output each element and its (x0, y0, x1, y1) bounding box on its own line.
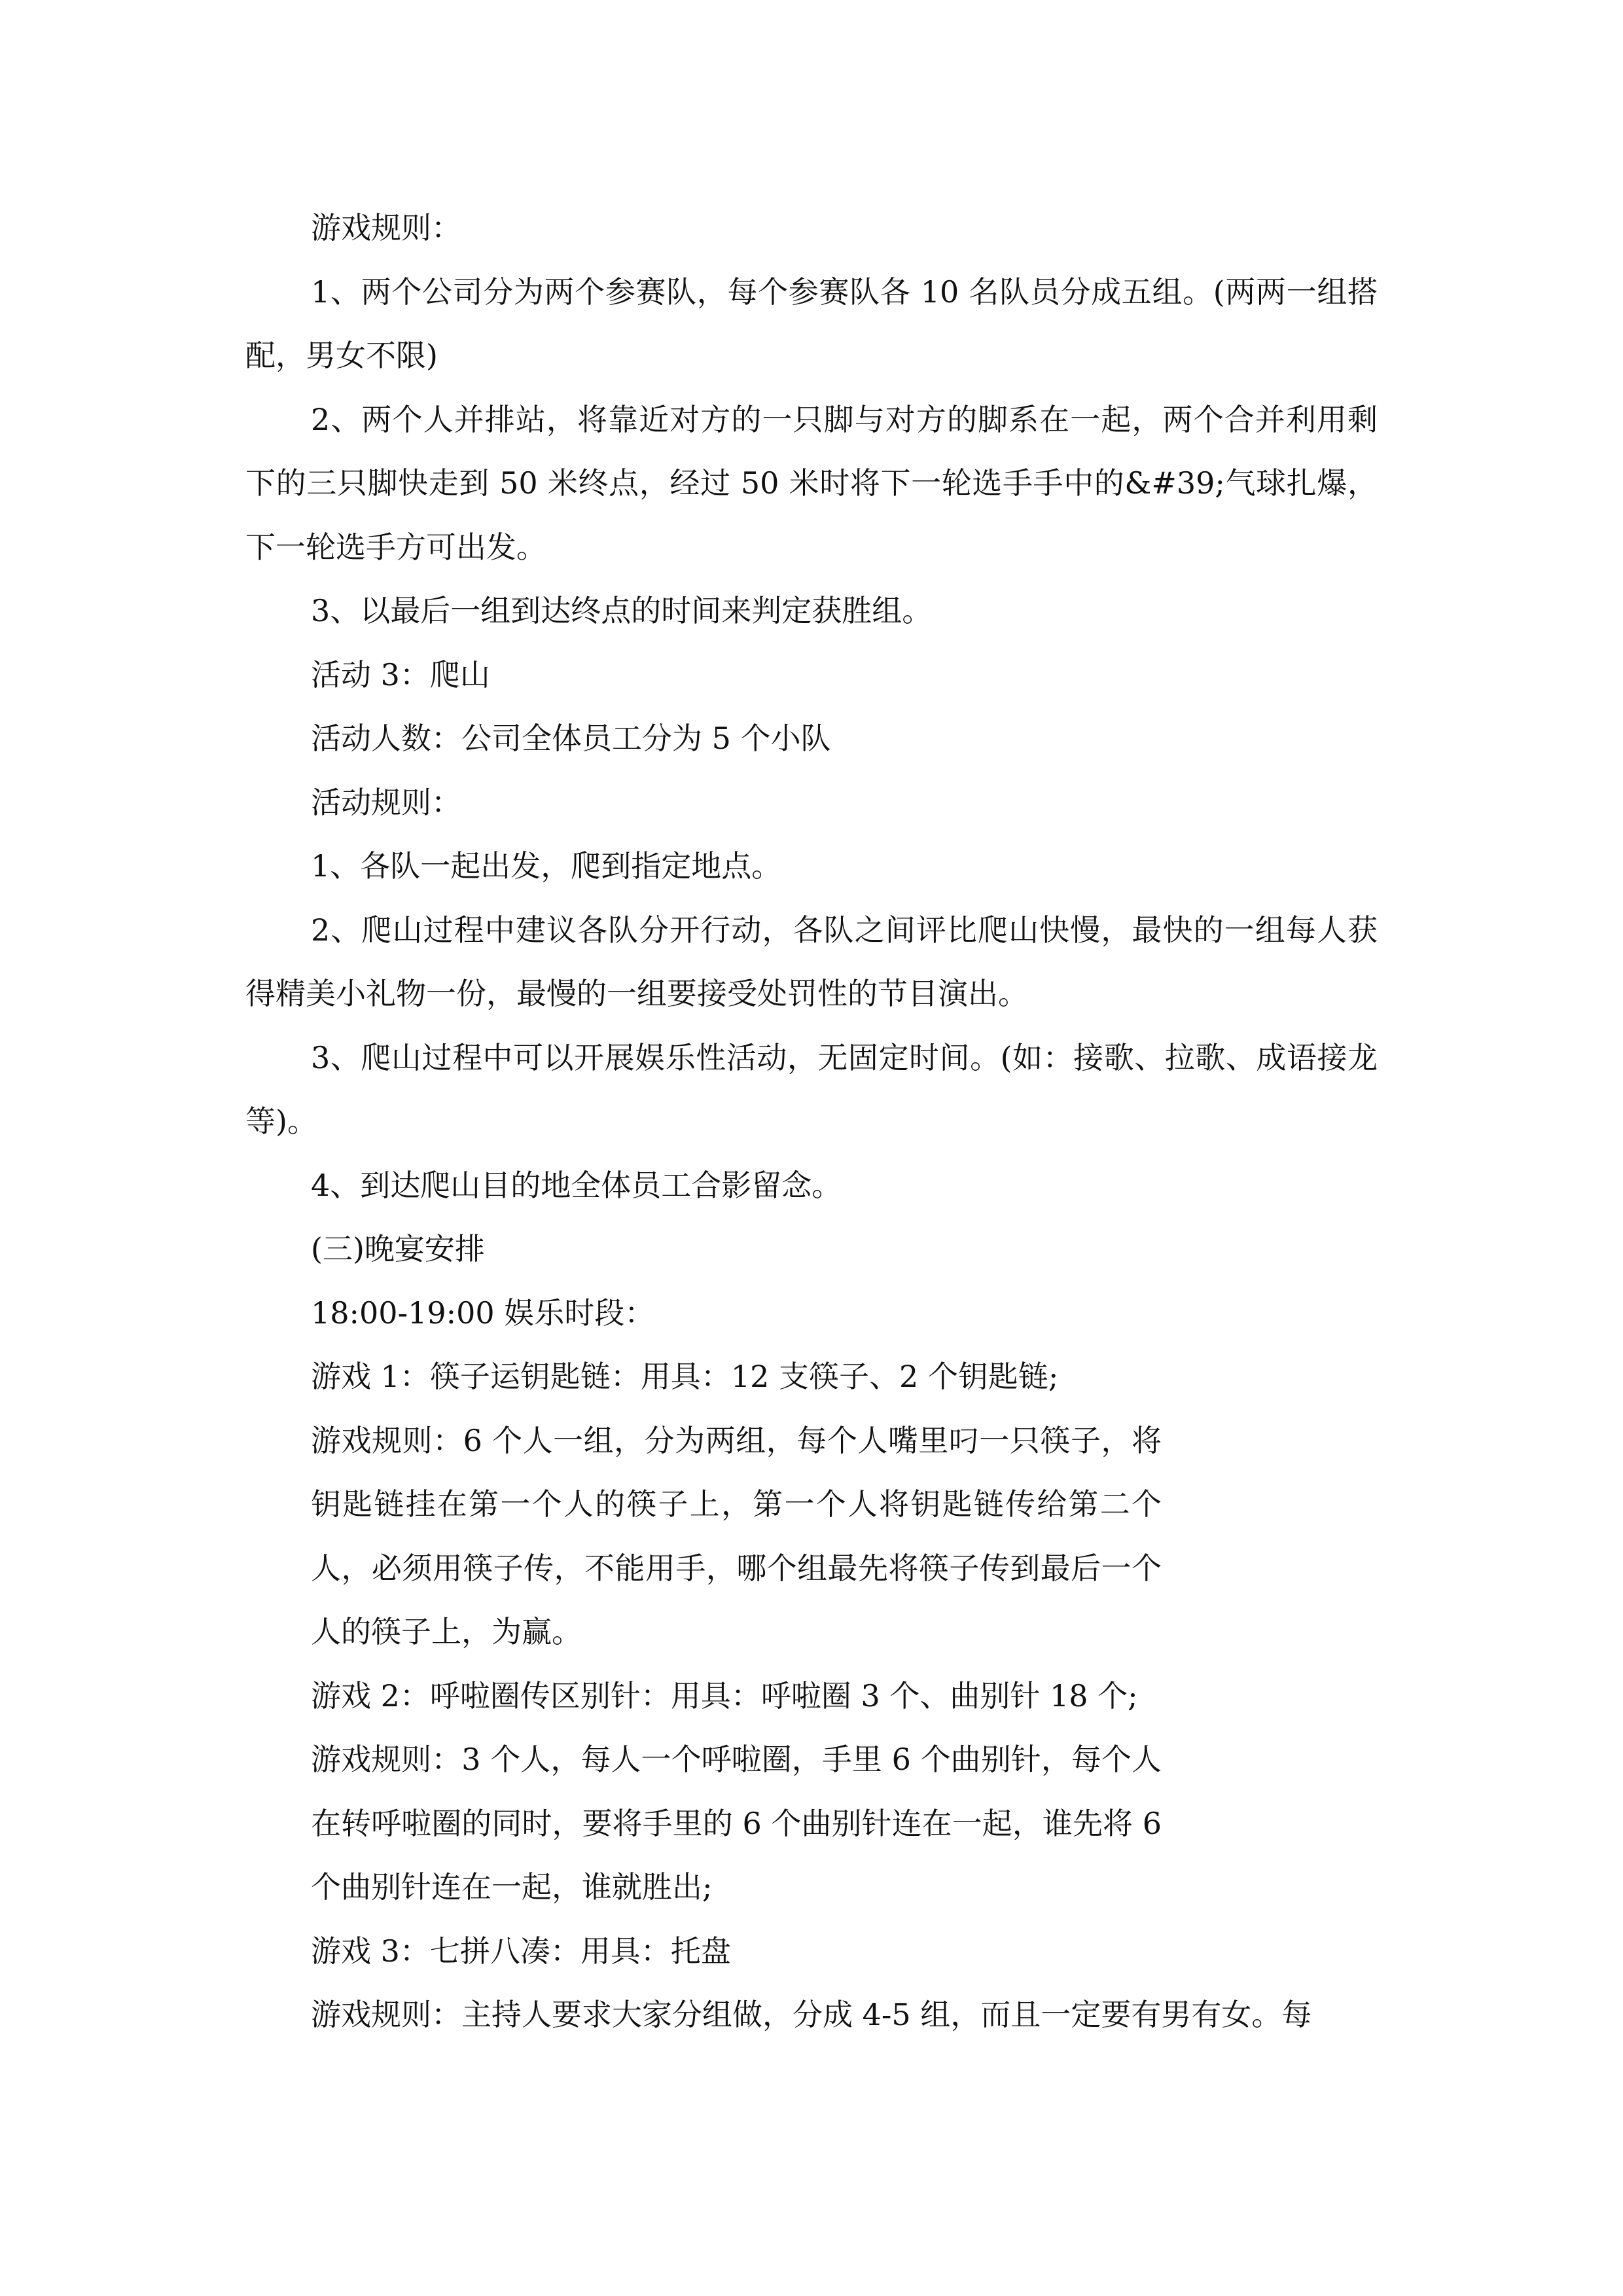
paragraph: 游戏 1：筷子运钥匙链：用具：12 支筷子、2 个钥匙链; (311, 1359, 1059, 1394)
paragraph: 游戏规则：3 个人，每人一个呼啦圈，手里 6 个曲别针，每个人在转呼啦圈的同时，要将手里的 6 个曲别针连在一起，谁先将 6 个曲别针连在一起，谁就胜出; (311, 1742, 1162, 1905)
paragraph: 活动人数：公司全体员工分为 5 个小队 (311, 721, 831, 756)
paragraph: 1、两个公司分为两个参赛队，每个参赛队各 10 名队员分成五组。(两两一组搭配，男女不限) (245, 274, 1378, 373)
document-body (245, 196, 1378, 2047)
paragraph: 游戏规则： (311, 210, 461, 245)
paragraph: 游戏规则：主持人要求大家分组做，分成 4-5 组，而且一定要有男有女。每 (311, 1997, 1312, 2032)
paragraph: 3、以最后一组到达终点的时间来判定获胜组。 (311, 593, 933, 628)
paragraph: 2、两个人并排站，将靠近对方的一只脚与对方的脚系在一起，两个合并利用剩下的三只脚快走到 50 米终点，经过 50 米时将下一轮选手手中的&#39;气球扎爆，下一轮选手方可出发。 (245, 401, 1378, 565)
paragraph: 18:00-19:00 娱乐时段： (311, 1295, 655, 1331)
paragraph: 游戏规则：6 个人一组，分为两组，每个人嘴里叼一只筷子，将钥匙链挂在第一个人的筷子上，第一个人将钥匙链传给第二个人，必须用筷子传，不能用手，哪个组最先将筷子传到最后一个人的筷子上，为赢。 (311, 1422, 1162, 1649)
paragraph: 游戏 2：呼啦圈传区别针：用具：呼啦圈 3 个、曲别针 18 个; (311, 1677, 1138, 1713)
paragraph: 1、各队一起出发，爬到指定地点。 (311, 848, 782, 884)
paragraph: 2、爬山过程中建议各队分开行动，各队之间评比爬山快慢，最快的一组每人获得精美小礼物一份，最慢的一组要接受处罚性的节目演出。 (245, 912, 1378, 1011)
paragraph: 游戏 3：七拼八凑：用具：托盘 (311, 1933, 731, 1969)
paragraph: 活动规则： (311, 784, 461, 820)
paragraph: 活动 3：爬山 (311, 656, 490, 692)
paragraph: 3、爬山过程中可以开展娱乐性活动，无固定时间。(如：接歌、拉歌、成语接龙等)。 (245, 1039, 1378, 1139)
paragraph: 4、到达爬山目的地全体员工合影留念。 (311, 1167, 842, 1203)
section-heading: (三)晚宴安排 (311, 1231, 485, 1266)
